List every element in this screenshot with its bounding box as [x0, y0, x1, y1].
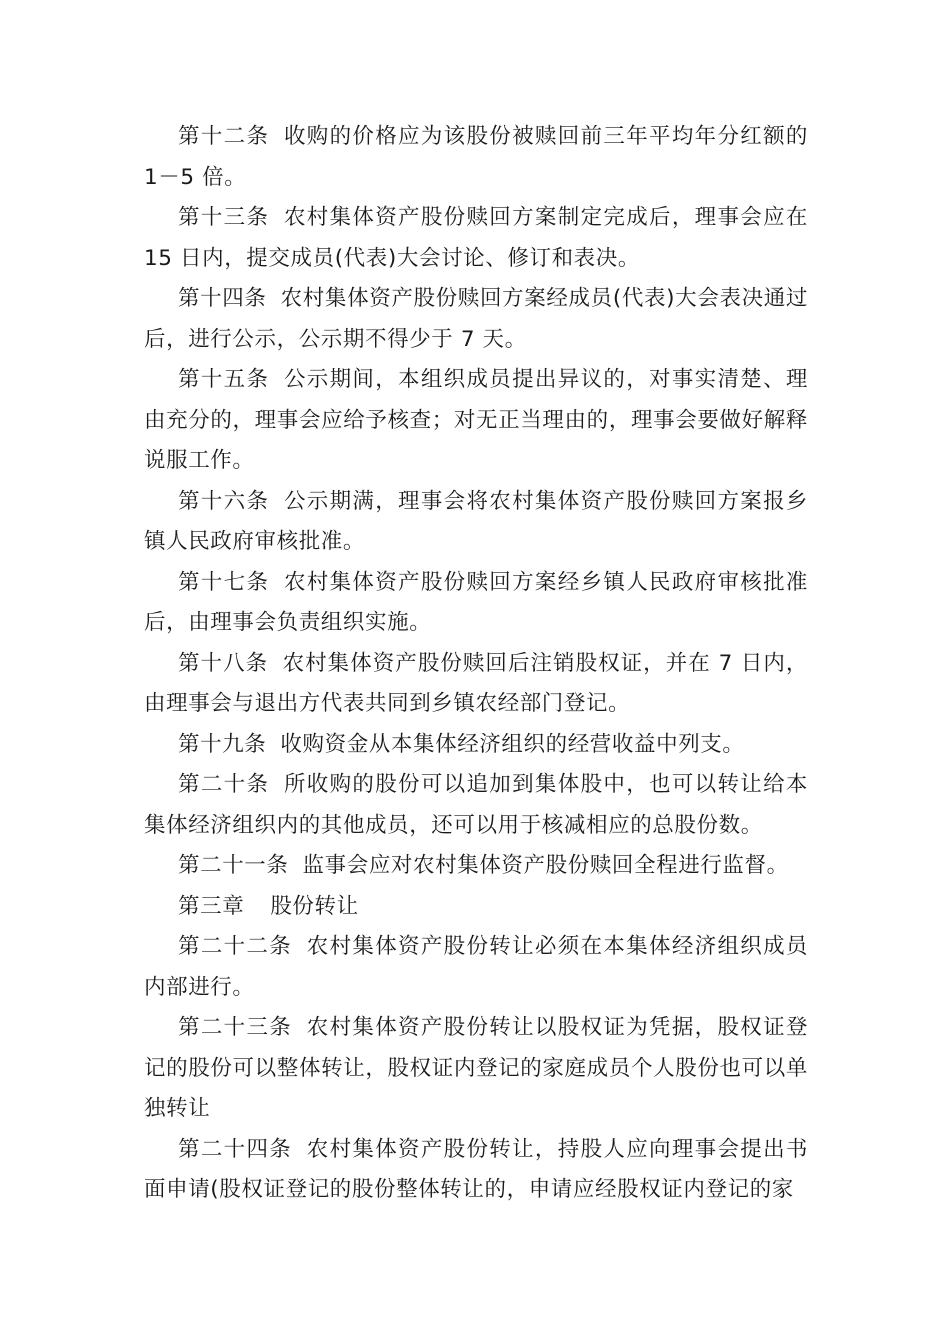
article-text: 收购的价格应为该股份被赎回前三年平均年分红额的 1－5 倍。 — [144, 124, 808, 190]
article-number: 第十五条 — [178, 367, 270, 392]
article-number: 第二十二条 — [178, 934, 293, 959]
article-13 — [144, 198, 808, 279]
article-19 — [144, 725, 808, 766]
article-text: 农村集体资产股份转让，持股人应向理事会提出书面申请(股权证登记的股份整体转让的，申请应经股权证内登记的家 — [144, 1136, 808, 1202]
article-text: 农村集体资产股份转让以股权证为凭据，股权证登记的股份可以整体转让，股权证内登记的家庭成员个人股份也可以单独转让 — [144, 1015, 808, 1121]
article-number: 第二十条 — [178, 772, 270, 797]
article-text: 农村集体资产股份赎回方案制定完成后，理事会应在 15 日内，提交成员(代表)大会讨论、修订和表决。 — [144, 205, 808, 271]
article-24 — [144, 1130, 808, 1211]
article-20 — [144, 765, 808, 846]
article-number: 第二十四条 — [178, 1136, 293, 1162]
article-text: 所收购的股份可以追加到集体股中，也可以转让给本集体经济组织内的其他成员，还可以用于核减相应的总股份数。 — [144, 772, 808, 838]
article-text: 监事会应对农村集体资产股份赎回全程进行监督。 — [302, 853, 789, 878]
article-12 — [144, 117, 808, 198]
article-15 — [144, 360, 808, 482]
article-text: 收购资金从本集体经济组织的经营收益中列支。 — [280, 731, 745, 757]
article-21 — [144, 846, 808, 887]
article-text: 农村集体资产股份赎回后注销股权证，并在 7 日内，由理事会与退出方代表共同到乡镇农经部门登记。 — [144, 650, 808, 716]
article-number: 第二十一条 — [178, 853, 289, 878]
chapter-heading — [144, 887, 808, 928]
article-text: 农村集体资产股份赎回方案经成员(代表)大会表决通过后，进行公示，公示期不得少于 7 天。 — [144, 286, 809, 352]
article-number: 第十三条 — [178, 205, 270, 230]
article-text: 农村集体资产股份赎回方案经乡镇人民政府审核批准后，由理事会负责组织实施。 — [144, 569, 808, 635]
article-18 — [144, 644, 808, 725]
article-text: 公示期间，本组织成员提出异议的，对事实清楚、理由充分的，理事会应给予核查；对无正当理由的，理事会要做好解释说服工作。 — [144, 367, 808, 473]
article-number: 第十八条 — [178, 650, 269, 676]
article-16 — [144, 482, 808, 563]
article-17 — [144, 563, 808, 644]
article-text: 公示期满，理事会将农村集体资产股份赎回方案报乡镇人民政府审核批准。 — [144, 488, 808, 554]
article-number: 第十四条 — [178, 286, 267, 311]
article-number: 第十二条 — [178, 124, 270, 149]
article-number: 第十七条 — [178, 569, 270, 595]
article-number: 第十六条 — [178, 488, 270, 514]
chapter-number: 第三章 — [178, 893, 245, 919]
article-number: 第二十三条 — [178, 1015, 293, 1040]
chapter-title: 股份转让 — [270, 893, 359, 919]
article-23 — [144, 1008, 808, 1130]
article-text: 农村集体资产股份转让必须在本集体经济组织成员内部进行。 — [144, 934, 808, 1000]
article-number: 第十九条 — [178, 731, 267, 757]
article-22 — [144, 927, 808, 1008]
document-body — [144, 117, 808, 1211]
article-14 — [144, 279, 808, 360]
